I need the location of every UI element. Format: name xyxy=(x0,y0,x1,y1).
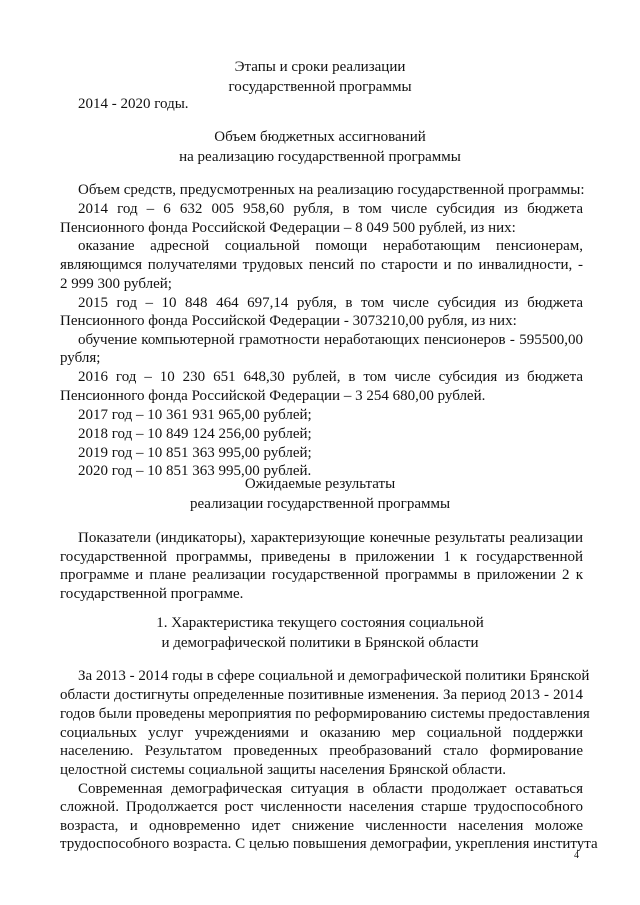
stages-heading-line2: государственной программы xyxy=(228,79,412,95)
results-line: программе и плане реализации государственной программы в приложении 2 к xyxy=(60,567,583,583)
results-heading-line2: реализации государственной программы xyxy=(189,496,451,512)
budget-heading-line1: Объем бюджетных ассигнований xyxy=(214,129,426,145)
section1-heading-line2: и демографической политики в Брянской области xyxy=(161,635,479,651)
section1-line: области достигнуты определенные позитивные изменения. За период 2013 - 2014 xyxy=(60,687,583,703)
section1-line: годов были проведены мероприятия по реформированию системы предоставления xyxy=(60,706,590,722)
section1-line: возраста, и одновременно идет снижение численности населения моложе xyxy=(60,818,583,834)
budget-line: 2019 год – 10 851 363 995,00 рублей; xyxy=(78,445,312,461)
budget-line: 2018 год – 10 849 124 256,00 рублей; xyxy=(78,426,312,442)
section1-line: населению. Результатом проведенных преобразований стало формирование xyxy=(60,743,583,759)
budget-line: 2017 год – 10 361 931 965,00 рублей; xyxy=(78,407,312,423)
section1-line: За 2013 - 2014 годы в сфере социальной и демографической политики Брянской xyxy=(78,668,590,684)
section1-line: Современная демографическая ситуация в области продолжает оставаться xyxy=(78,781,583,797)
results-line: государственной программы, приведены в приложении 1 к государственной xyxy=(60,549,583,565)
budget-line: рубля; xyxy=(60,350,101,366)
section1-line: целостной системы социальной защиты населения Брянской области. xyxy=(60,762,507,778)
results-line: государственной программе. xyxy=(60,586,244,602)
section1-line: социальных услуг учреждениями и оказанию мер социальной поддержки xyxy=(60,725,583,741)
budget-line: Пенсионного фонда Российской Федерации – 3 254 680,00 рублей. xyxy=(60,388,486,404)
budget-line: 2015 год – 10 848 464 697,14 рубля, в том числе субсидия из бюджета xyxy=(78,295,583,311)
stages-heading-line1: Этапы и сроки реализации xyxy=(234,59,406,75)
budget-heading-line2: на реализацию государственной программы xyxy=(179,149,461,165)
page-number: 4 xyxy=(574,850,579,861)
budget-line: оказание адресной социальной помощи неработающим пенсионерам, xyxy=(78,238,583,254)
results-heading-line1: Ожидаемые результаты xyxy=(244,476,396,492)
budget-line: 2020 год – 10 851 363 995,00 рублей. xyxy=(78,463,312,479)
budget-line: 2014 год – 6 632 005 958,60 рубля, в том числе субсидия из бюджета xyxy=(78,201,583,217)
budget-line: являющимся получателями трудовых пенсий по старости и по инвалидности, - xyxy=(60,257,583,273)
budget-line: обучение компьютерной грамотности неработающих пенсионеров - 595500,00 xyxy=(78,332,583,348)
budget-line: Пенсионного фонда Российской Федерации – 8 049 500 рублей, из них: xyxy=(60,220,516,236)
section1-heading-line1: 1. Характеристика текущего состояния социальной xyxy=(156,615,484,631)
budget-line: 2 999 300 рублей; xyxy=(60,276,172,292)
results-line: Показатели (индикаторы), характеризующие конечные результаты реализации xyxy=(78,530,583,546)
section1-line: сложной. Продолжается рост численности населения старше трудоспособного xyxy=(60,799,583,815)
budget-line: Пенсионного фонда Российской Федерации - 3073210,00 рубля, из них: xyxy=(60,313,517,329)
budget-line: 2016 год – 10 230 651 648,30 рублей, в том числе субсидия из бюджета xyxy=(78,369,583,385)
budget-line: Объем средств, предусмотренных на реализацию государственной программы: xyxy=(78,182,585,198)
stages-years: 2014 - 2020 годы. xyxy=(78,96,189,112)
section1-line: трудоспособного возраста. С целью повышения демографии, укрепления института xyxy=(60,836,598,852)
